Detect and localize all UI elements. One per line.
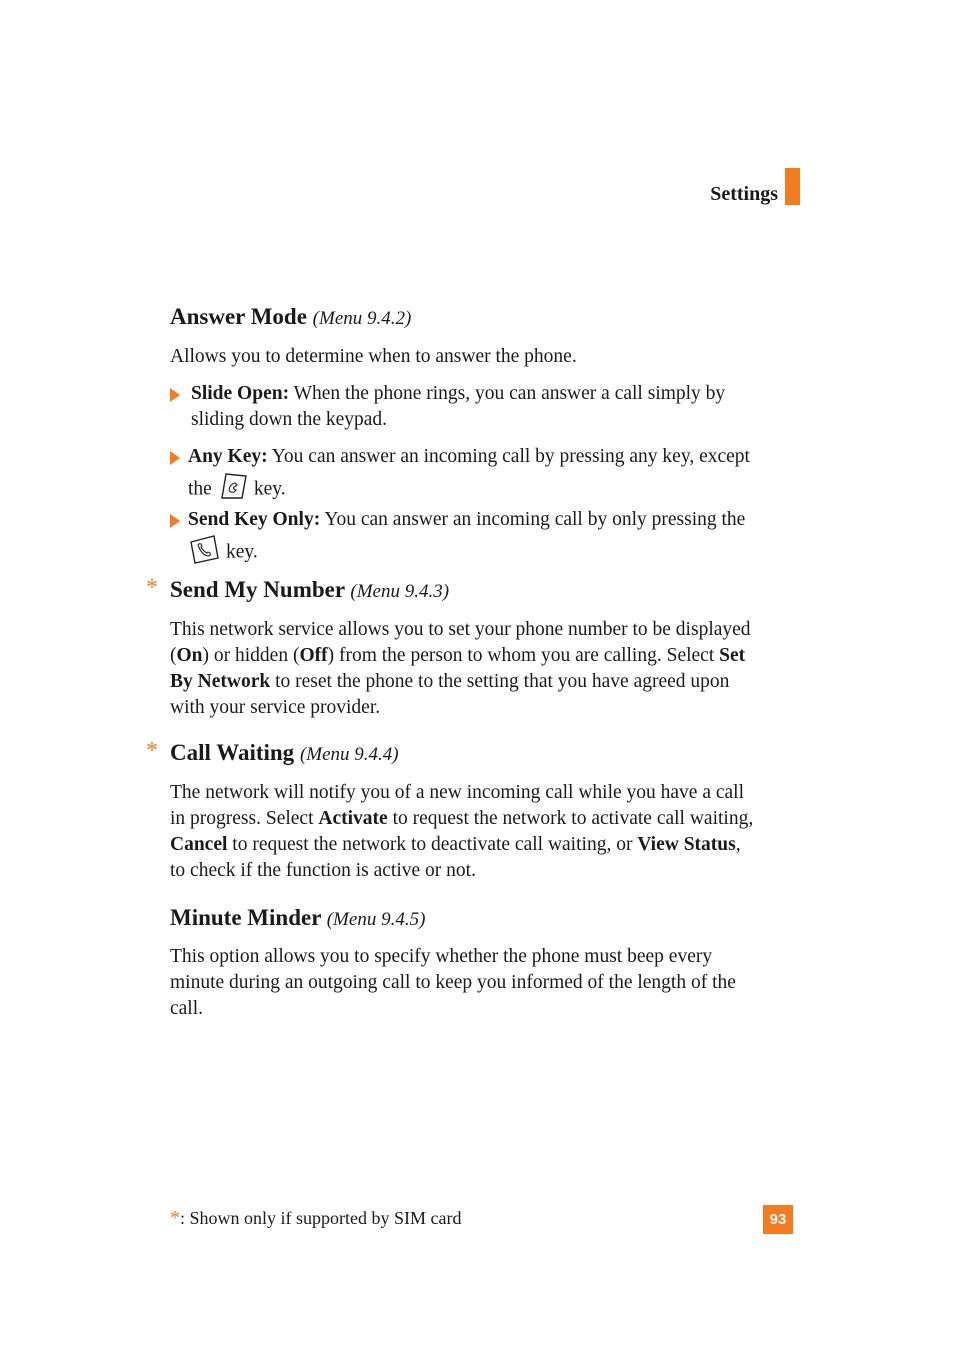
- page-number: 93: [763, 1205, 793, 1234]
- send-key-only-text: You can answer an incoming call by only pressing the: [324, 509, 746, 530]
- bullet-arrow-icon: [170, 514, 180, 528]
- slide-open-text-2: sliding down the keypad.: [191, 409, 388, 430]
- call-waiting-line: The network will notify you of a new incoming call while you have a call: [170, 782, 745, 803]
- send-key-only-key: key.: [226, 541, 258, 563]
- minute-minder-heading: [170, 905, 425, 931]
- any-key-text: You can answer an incoming call by pressing any key, except: [271, 446, 750, 467]
- call-waiting-line: to check if the function is active or not.: [170, 860, 476, 881]
- send-key-only-label: Send Key Only:: [188, 509, 321, 530]
- answer-mode-title: Answer Mode: [170, 304, 307, 329]
- minute-minder-line: minute during an outgoing call to keep you informed of the length of the: [170, 972, 736, 993]
- footnote-star: *: [170, 1207, 180, 1229]
- option-set: Set: [719, 645, 746, 666]
- text-run: (: [170, 645, 177, 666]
- answer-mode-heading: [170, 304, 411, 330]
- send-my-number-menu: (Menu 9.4.3): [350, 581, 450, 602]
- text-run: to request the network to activate call waiting,: [387, 808, 754, 829]
- send-my-number-heading: [170, 577, 449, 603]
- footnote-text: : Shown only if supported by SIM card: [180, 1208, 462, 1228]
- send-my-number-line: with your service provider.: [170, 697, 381, 718]
- text-run: to reset the phone to the setting that you have agreed upon: [270, 671, 730, 692]
- call-waiting-title: Call Waiting: [170, 740, 295, 765]
- any-key-label: Any Key:: [188, 446, 268, 467]
- call-waiting-body: [170, 780, 795, 884]
- send-my-number-line: This network service allows you to set your phone number to be displayed: [170, 619, 751, 640]
- minute-minder-menu: (Menu 9.4.5): [326, 909, 426, 930]
- text-run: ) from the person to whom you are calling. Select: [327, 645, 720, 666]
- call-waiting-heading: [170, 740, 399, 766]
- slide-open-label: Slide Open:: [191, 383, 290, 404]
- option-activate: Activate: [318, 808, 388, 829]
- bullet-arrow-icon: [170, 451, 180, 465]
- footnote: [170, 1207, 461, 1230]
- answer-mode-intro: Allows you to determine when to answer the phone.: [170, 346, 577, 367]
- text-run: ,: [735, 834, 741, 855]
- option-view-status: View Status: [637, 834, 736, 855]
- sim-dependent-marker: *: [146, 738, 158, 764]
- option-by-network: By Network: [170, 671, 271, 692]
- option-on: On: [176, 645, 203, 666]
- option-off: Off: [299, 645, 328, 666]
- any-key-the: the: [188, 478, 212, 500]
- send-my-number-body: [170, 617, 795, 721]
- section-title: Settings: [710, 183, 778, 205]
- text-run: to request the network to deactivate call waiting, or: [227, 834, 638, 855]
- minute-minder-line: This option allows you to specify whether the phone must beep every: [170, 946, 713, 967]
- end-key-icon: [218, 472, 248, 508]
- minute-minder-line: call.: [170, 998, 204, 1019]
- send-my-number-title: Send My Number: [170, 577, 345, 602]
- minute-minder-body: [170, 944, 795, 1022]
- option-cancel: Cancel: [170, 834, 228, 855]
- text-run: in progress. Select: [170, 808, 319, 829]
- slide-open-text: When the phone rings, you can answer a call simply by: [293, 383, 726, 404]
- answer-mode-menu: (Menu 9.4.2): [312, 308, 412, 329]
- text-run: ) or hidden (: [202, 645, 300, 666]
- minute-minder-title: Minute Minder: [170, 905, 321, 930]
- any-key-key: key.: [253, 478, 286, 500]
- section-tab-marker: [785, 168, 800, 205]
- bullet-arrow-icon: [170, 388, 180, 402]
- sim-dependent-marker: *: [146, 575, 158, 601]
- send-key-icon: [188, 534, 220, 572]
- call-waiting-menu: (Menu 9.4.4): [299, 744, 399, 765]
